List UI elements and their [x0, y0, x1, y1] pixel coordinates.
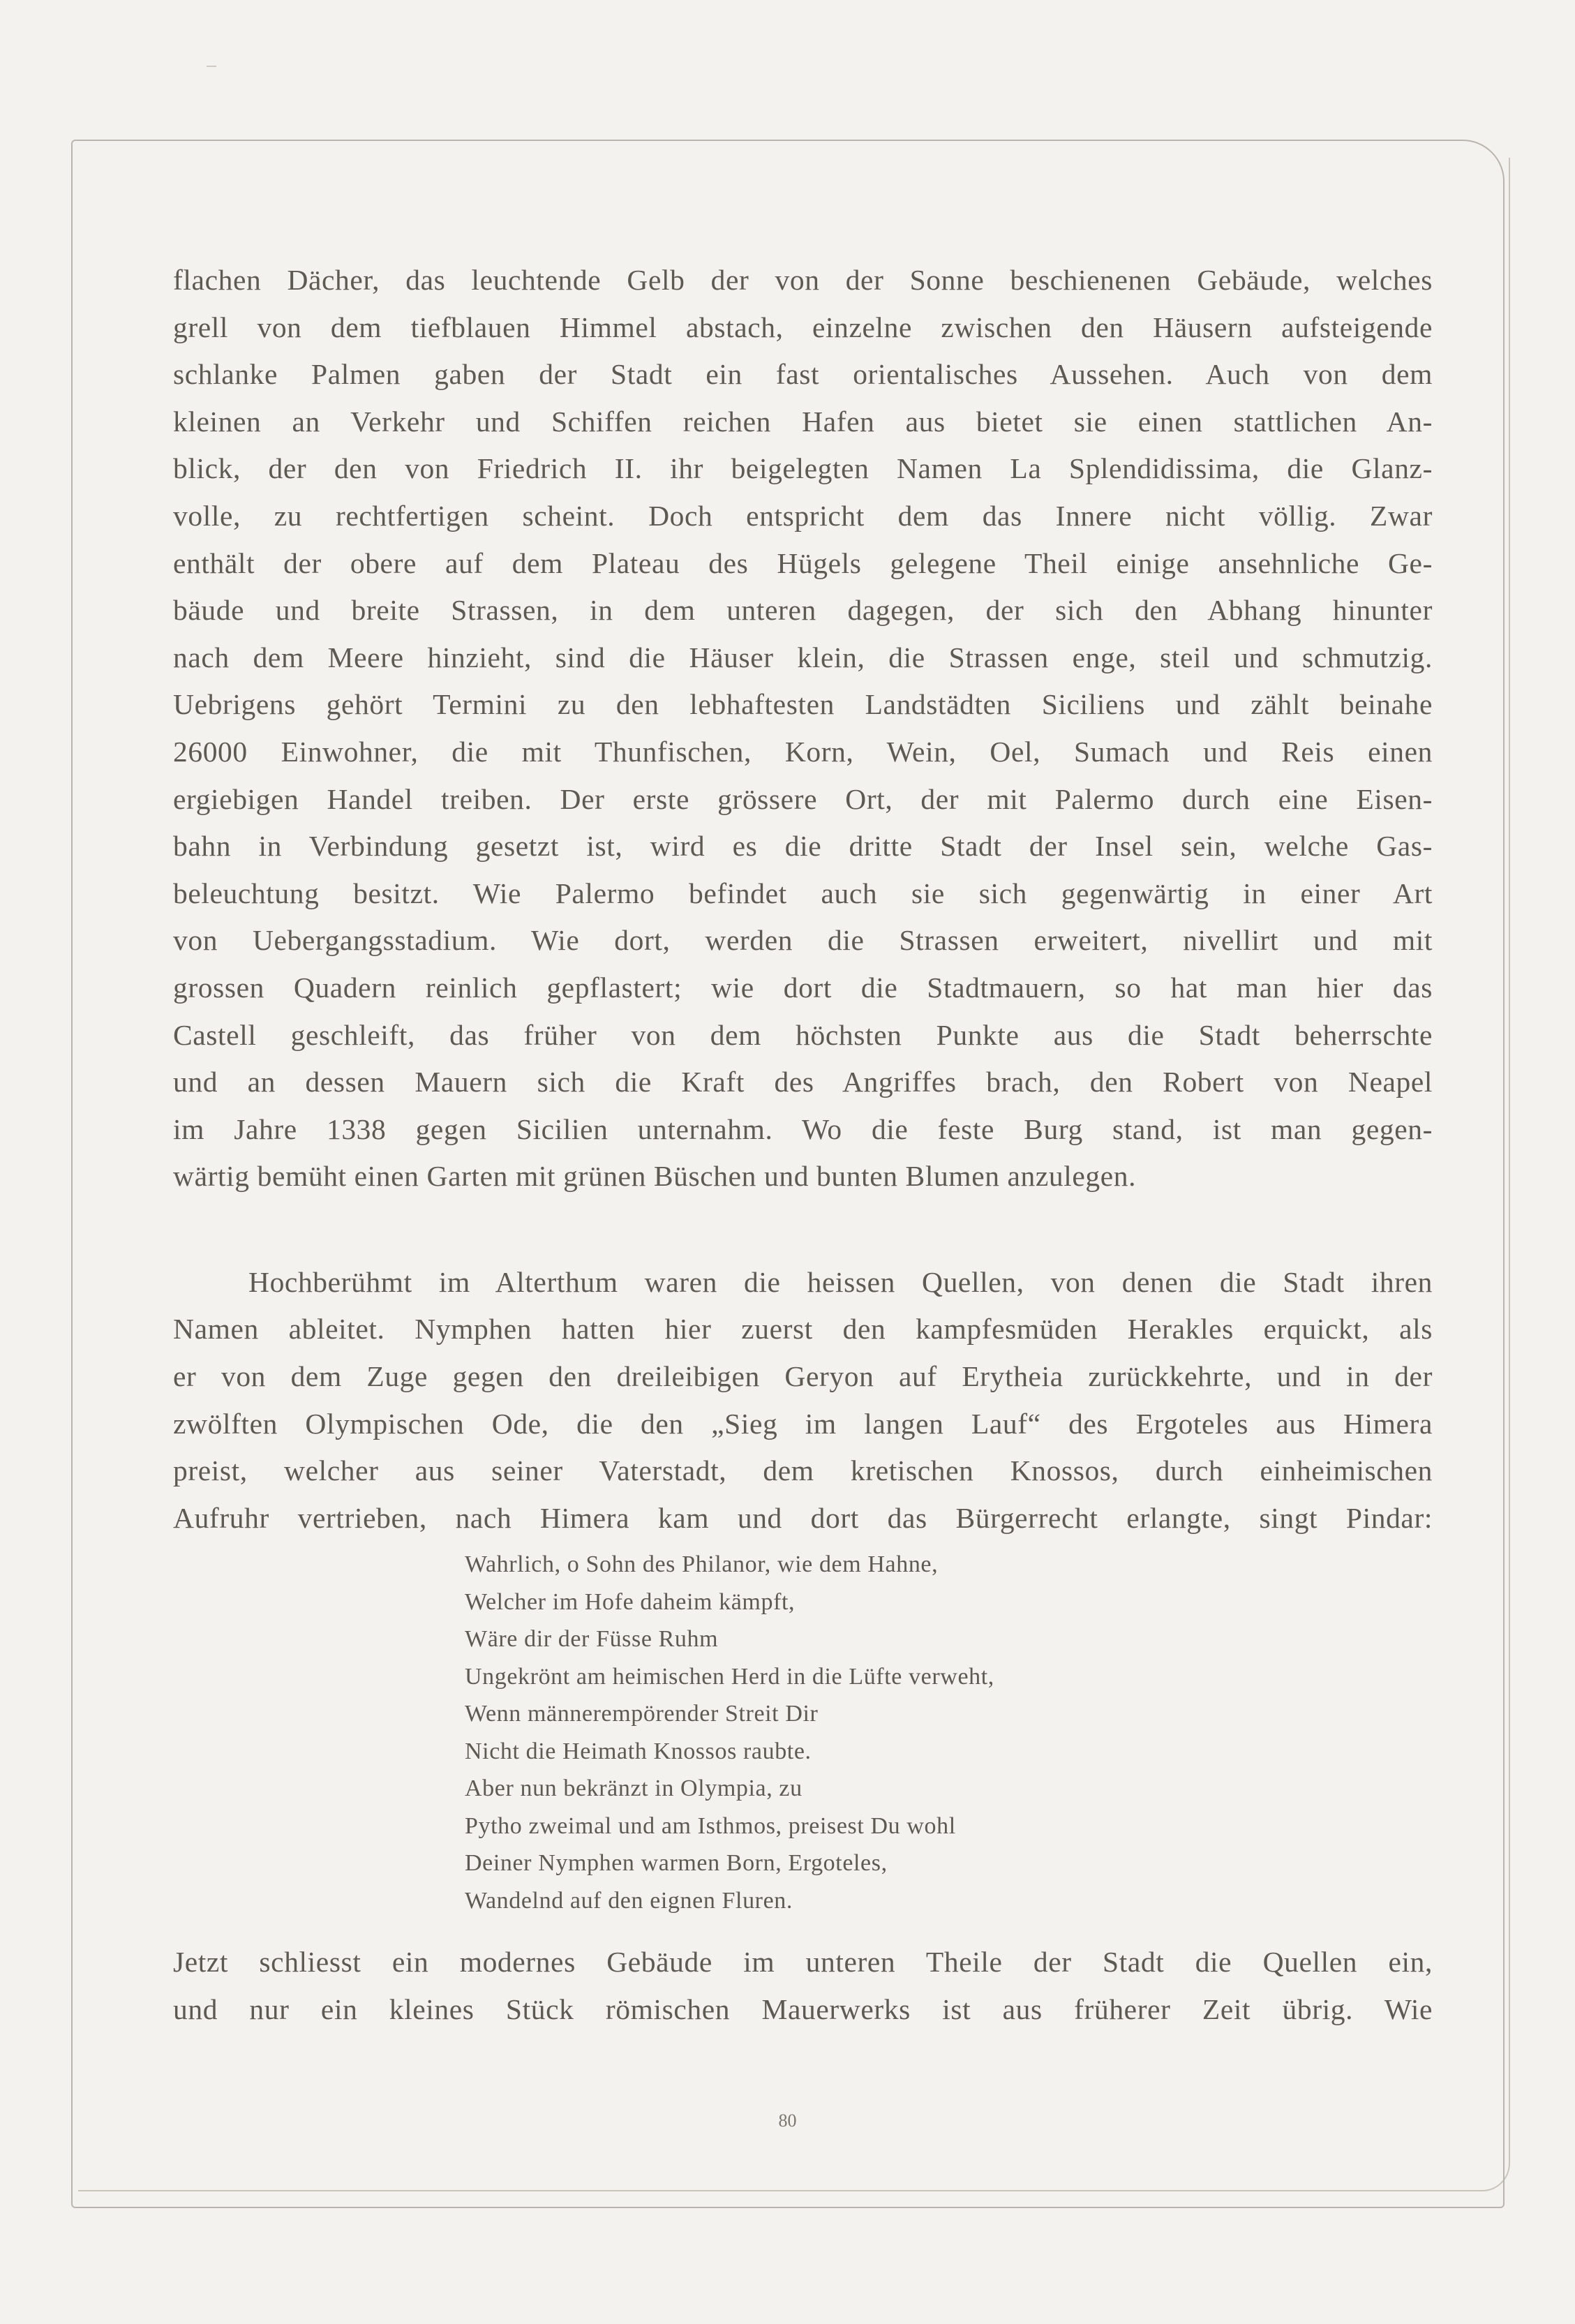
text-line: preist, welcher aus seiner Vaterstadt, dem kretischen Knossos, durch einheimischen	[173, 1454, 1433, 1487]
text-line: kleinen an Verkehr und Schiffen reichen Hafen aus bietet sie einen stattlichen An-	[173, 405, 1433, 438]
text-line: zwölften Olympischen Ode, die den „Sieg im langen Lauf“ des Ergoteles aus Himera	[173, 1407, 1433, 1440]
poem-line: Ungekrönt am heimischen Herd in die Lüfte verweht,	[465, 1663, 994, 1690]
text-line: wärtig bemüht einen Garten mit grünen Büschen und bunten Blumen anzulegen.	[173, 1160, 1137, 1193]
text-line: enthält der obere auf dem Plateau des Hügels gelegene Theil einige ansehnliche Ge-	[173, 546, 1433, 579]
text-line: blick, der den von Friedrich II. ihr beigelegten Namen La Splendidissima, die Glanz-	[173, 452, 1433, 485]
text-line: grell von dem tiefblauen Himmel abstach, einzelne zwischen den Häusern aufsteigende	[173, 311, 1433, 343]
poem-line: Wenn männerempörender Streit Dir	[465, 1701, 819, 1727]
poem-line: Wäre dir der Füsse Ruhm	[465, 1626, 719, 1653]
paragraph-2	[173, 1259, 1433, 1542]
text-line: nach dem Meere hinzieht, sind die Häuser klein, die Strassen enge, steil und schmutzig.	[173, 641, 1433, 673]
text-line: er von dem Zuge gegen den dreileibigen Geryon auf Erytheia zurückkehrte, und in der	[173, 1360, 1433, 1393]
text-line: von Uebergangsstadium. Wie dort, werden die Strassen erweitert, nivellirt und mit	[173, 924, 1433, 957]
poem-line: Welcher im Hofe daheim kämpft,	[465, 1588, 796, 1615]
text-line: und an dessen Mauern sich die Kraft des Angriffes brach, den Robert von Neapel	[173, 1066, 1433, 1098]
text-line: bahn in Verbindung gesetzt ist, wird es die dritte Stadt der Insel sein, welche Gas-	[173, 830, 1433, 863]
text-line: und nur ein kleines Stück römischen Mauerwerks ist aus früherer Zeit übrig. Wie	[173, 1993, 1433, 2026]
text-line: grossen Quadern reinlich gepflastert; wie dort die Stadtmauern, so hat man hier das	[173, 971, 1433, 1004]
text-line: im Jahre 1338 gegen Sicilien unternahm. Wo die feste Burg stand, ist man gegen-	[173, 1112, 1433, 1145]
text-line: Aufruhr vertrieben, nach Himera kam und dort das Bürgerrecht erlangte, singt Pindar:	[173, 1501, 1433, 1534]
text-line: volle, zu rechtfertigen scheint. Doch entspricht dem das Innere nicht völlig. Zwar	[173, 499, 1433, 532]
text-line: bäude und breite Strassen, in dem unteren dagegen, der sich den Abhang hinunter	[173, 594, 1433, 627]
poem-line: Aber nun bekränzt in Olympia, zu	[465, 1775, 803, 1802]
poem-line: Deiner Nymphen warmen Born, Ergoteles,	[465, 1850, 888, 1877]
paragraph-3	[173, 1939, 1433, 2033]
text-line: 26000 Einwohner, die mit Thunfischen, Korn, Wein, Oel, Sumach und Reis einen	[173, 735, 1433, 768]
poem-line: Nicht die Heimath Knossos raubte.	[465, 1738, 812, 1764]
text-line: ergiebigen Handel treiben. Der erste grössere Ort, der mit Palermo durch eine Eisen-	[173, 782, 1433, 815]
text-line: Namen ableitet. Nymphen hatten hier zuerst den kampfesmüden Herakles erquickt, als	[173, 1313, 1433, 1346]
text-line: Hochberühmt im Alterthum waren die heissen Quellen, von denen die Stadt ihren	[248, 1265, 1433, 1298]
text-line: flachen Dächer, das leuchtende Gelb der von der Sonne beschienenen Gebäude, welches	[173, 264, 1433, 296]
text-line: Jetzt schliesst ein modernes Gebäude im unteren Theile der Stadt die Quellen ein,	[173, 1946, 1433, 1979]
page-number: 80	[778, 2110, 797, 2131]
body-text	[173, 257, 1433, 2034]
paper-speck	[207, 66, 216, 67]
text-line: schlanke Palmen gaben der Stadt ein fast orientalisches Aussehen. Auch von dem	[173, 358, 1433, 391]
text-line: beleuchtung besitzt. Wie Palermo befindet auch sie sich gegenwärtig in einer Art	[173, 877, 1433, 909]
text-line: Uebrigens gehört Termini zu den lebhaftesten Landstädten Siciliens und zählt beinahe	[173, 688, 1433, 721]
pindar-poem	[465, 1542, 1433, 1939]
poem-line: Pytho zweimal und am Isthmos, preisest Du wohl	[465, 1812, 956, 1839]
text-line: Castell geschleift, das früher von dem höchsten Punkte aus die Stadt beherrschte	[173, 1018, 1433, 1051]
poem-line: Wandelnd auf den eignen Fluren.	[465, 1887, 793, 1914]
paragraph-1	[173, 257, 1433, 1200]
paragraph-gap	[173, 1200, 1433, 1259]
poem-line: Wahrlich, o Sohn des Philanor, wie dem Hahne,	[465, 1551, 939, 1578]
